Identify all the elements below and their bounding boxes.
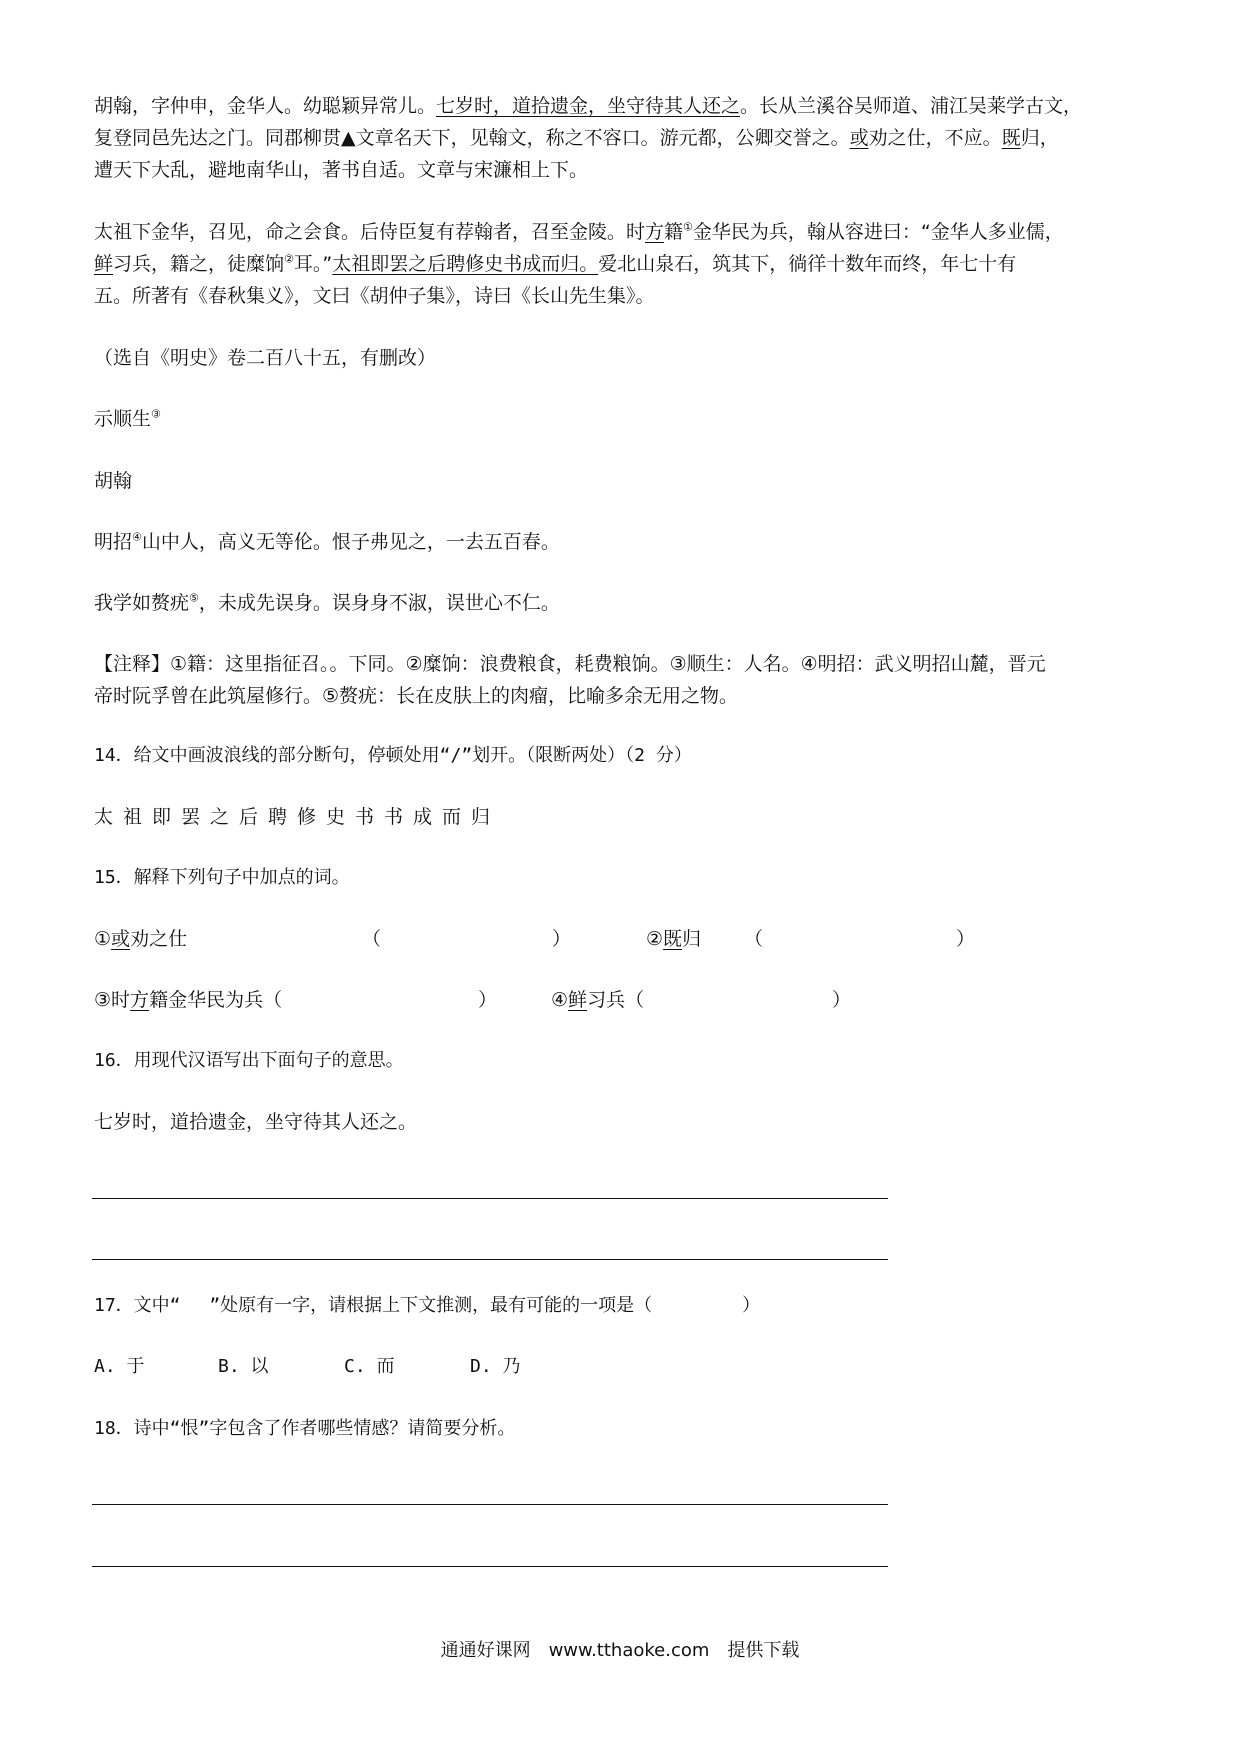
dotted-word-ji: 既 — [1001, 127, 1021, 149]
q15-item-3 — [94, 984, 494, 1016]
q15-item-4 — [551, 984, 851, 1016]
q15-item-1-open: （ — [362, 928, 382, 950]
footnote-ref: ② — [284, 252, 294, 266]
text-segment: 山中人，高义无等伦。恨子弗见之，一去五百春。 — [141, 531, 560, 553]
item-text: 籍金华民为兵（ — [149, 989, 283, 1011]
poem-author: 胡翰 — [94, 470, 133, 492]
question-16-sentence: 七岁时，道拾遗金，坐守待其人还之。 — [94, 1111, 418, 1133]
annotation-line: 帝时阮孚曾在此筑屋修行。⑤赘疣：长在皮肤上的肉瘤，比喻多余无用之物。 — [94, 685, 739, 707]
item-text: 劝之仕 — [130, 928, 188, 950]
answer-line[interactable] — [92, 1198, 888, 1199]
option-b[interactable]: B. 以 — [218, 1356, 269, 1377]
page-footer: 通通好课网 www.tthaoke.com 提供下载 — [440, 1640, 800, 1661]
text-segment: 明招 — [94, 531, 133, 553]
option-d[interactable]: D. 乃 — [470, 1356, 521, 1377]
dotted-word: 鲜 — [568, 989, 588, 1011]
dotted-word: 或 — [111, 928, 131, 950]
text-segment: 劝之仕，不应。 — [868, 127, 1002, 149]
answer-line[interactable] — [92, 1504, 888, 1505]
question-15: 15．解释下列句子中加点的词。 — [94, 867, 350, 888]
option-a[interactable]: A. 于 — [94, 1356, 145, 1377]
poem-title-text: 示顺生 — [94, 408, 152, 430]
wavy-underlined-sentence: 太祖即罢之后聘修史书成而归。 — [332, 253, 599, 275]
text-segment: 。长从兰溪谷吴师道、浦江吴莱学古文， — [740, 95, 1083, 117]
passage-paragraph-1 — [94, 90, 1154, 186]
item-text: 习兵（ — [587, 989, 645, 1011]
text-segment: 籍 — [664, 221, 684, 243]
q15-item-1-close: ） — [552, 928, 572, 950]
question-14-text: 太祖即罢之后聘修史书书成而归 — [94, 806, 501, 828]
text-segment: 爱北山泉石，筑其下，徜徉十数年而终，年七十有 — [598, 253, 1017, 275]
text-segment: 遭天下大乱，避地南华山，著书自适。文章与宋濂相上下。 — [94, 159, 589, 181]
text-segment: 习兵，籍之，徒糜饷 — [113, 253, 285, 275]
q15-item-1 — [94, 923, 394, 955]
dotted-word: 方 — [130, 989, 150, 1011]
poem-title — [94, 403, 1154, 435]
dotted-word-xian: 鲜 — [94, 253, 114, 275]
question-16: 16．用现代汉语写出下面句子的意思。 — [94, 1050, 404, 1071]
text-segment: 归， — [1020, 127, 1059, 149]
item-text: ③时 — [94, 989, 131, 1011]
text-segment: 复登同邑先达之门。同郡柳贯 — [94, 127, 342, 149]
text-segment: 太祖下金华，召见，命之会食。后侍臣复有荐翰者，召至金陵。时 — [94, 221, 646, 243]
text-segment: 我学如赘疣 — [94, 592, 190, 614]
footnote-ref: ④ — [132, 530, 142, 544]
source-citation: （选自《明史》卷二百八十五，有删改） — [94, 347, 437, 369]
text-segment: 金华民为兵，翰从容进曰：“金华人多业儒， — [692, 221, 1064, 243]
dotted-word: 既 — [663, 928, 683, 950]
footnote-ref: ① — [683, 220, 693, 234]
poem-line-2 — [94, 587, 1154, 619]
answer-line[interactable] — [92, 1566, 888, 1567]
item-number: ① — [94, 928, 112, 950]
text-segment: 文章名天下，见翰文，称之不容口。游元都，公卿交誉之。 — [355, 127, 850, 149]
text-segment: ，未成先误身。误身身不淑，误世心不仁。 — [198, 592, 560, 614]
dotted-word-huo: 或 — [849, 127, 869, 149]
q15-item-4-close: ） — [832, 989, 852, 1011]
annotation-line: 【注释】①籍：这里指征召。。下同。②糜饷：浪费粮食，耗费粮饷。③顺生：人名。④明招：武义明招山麓，晋元 — [94, 653, 1046, 675]
annotation-block — [94, 648, 1154, 712]
item-text: 归 — [682, 928, 702, 950]
poem-line-1 — [94, 526, 1154, 558]
text-segment: 耳。” — [293, 253, 333, 275]
footnote-ref: ③ — [151, 407, 161, 421]
text-segment: 胡翰，字仲申，金华人。幼聪颖异常儿。 — [94, 95, 437, 117]
item-number: ② — [646, 928, 664, 950]
q15-item-2-open: （ — [744, 928, 764, 950]
text-segment: 五。所著有《春秋集义》，文曰《胡仲子集》，诗曰《长山先生集》。 — [94, 285, 655, 307]
underlined-sentence: 七岁时，道拾遗金，坐守待其人还之 — [436, 95, 741, 117]
q15-item-2-close: ） — [956, 928, 976, 950]
passage-paragraph-2 — [94, 216, 1154, 312]
q15-item-3-close: ） — [478, 989, 498, 1011]
option-c[interactable]: C. 而 — [344, 1356, 395, 1377]
question-14: 14．给文中画波浪线的部分断句，停顿处用“/”划开。（限断两处）（2 分） — [94, 745, 692, 766]
dotted-word-fang: 方 — [645, 221, 665, 243]
footnote-ref: ⑤ — [189, 591, 199, 605]
blank-marker: ▲ — [341, 127, 356, 149]
question-18: 18．诗中“恨”字包含了作者哪些情感？请简要分析。 — [94, 1418, 516, 1439]
question-17: 17．文中“ ”处原有一字，请根据上下文推测，最有可能的一项是（ ） — [94, 1295, 761, 1316]
answer-line[interactable] — [92, 1259, 888, 1260]
item-number: ④ — [551, 989, 569, 1011]
